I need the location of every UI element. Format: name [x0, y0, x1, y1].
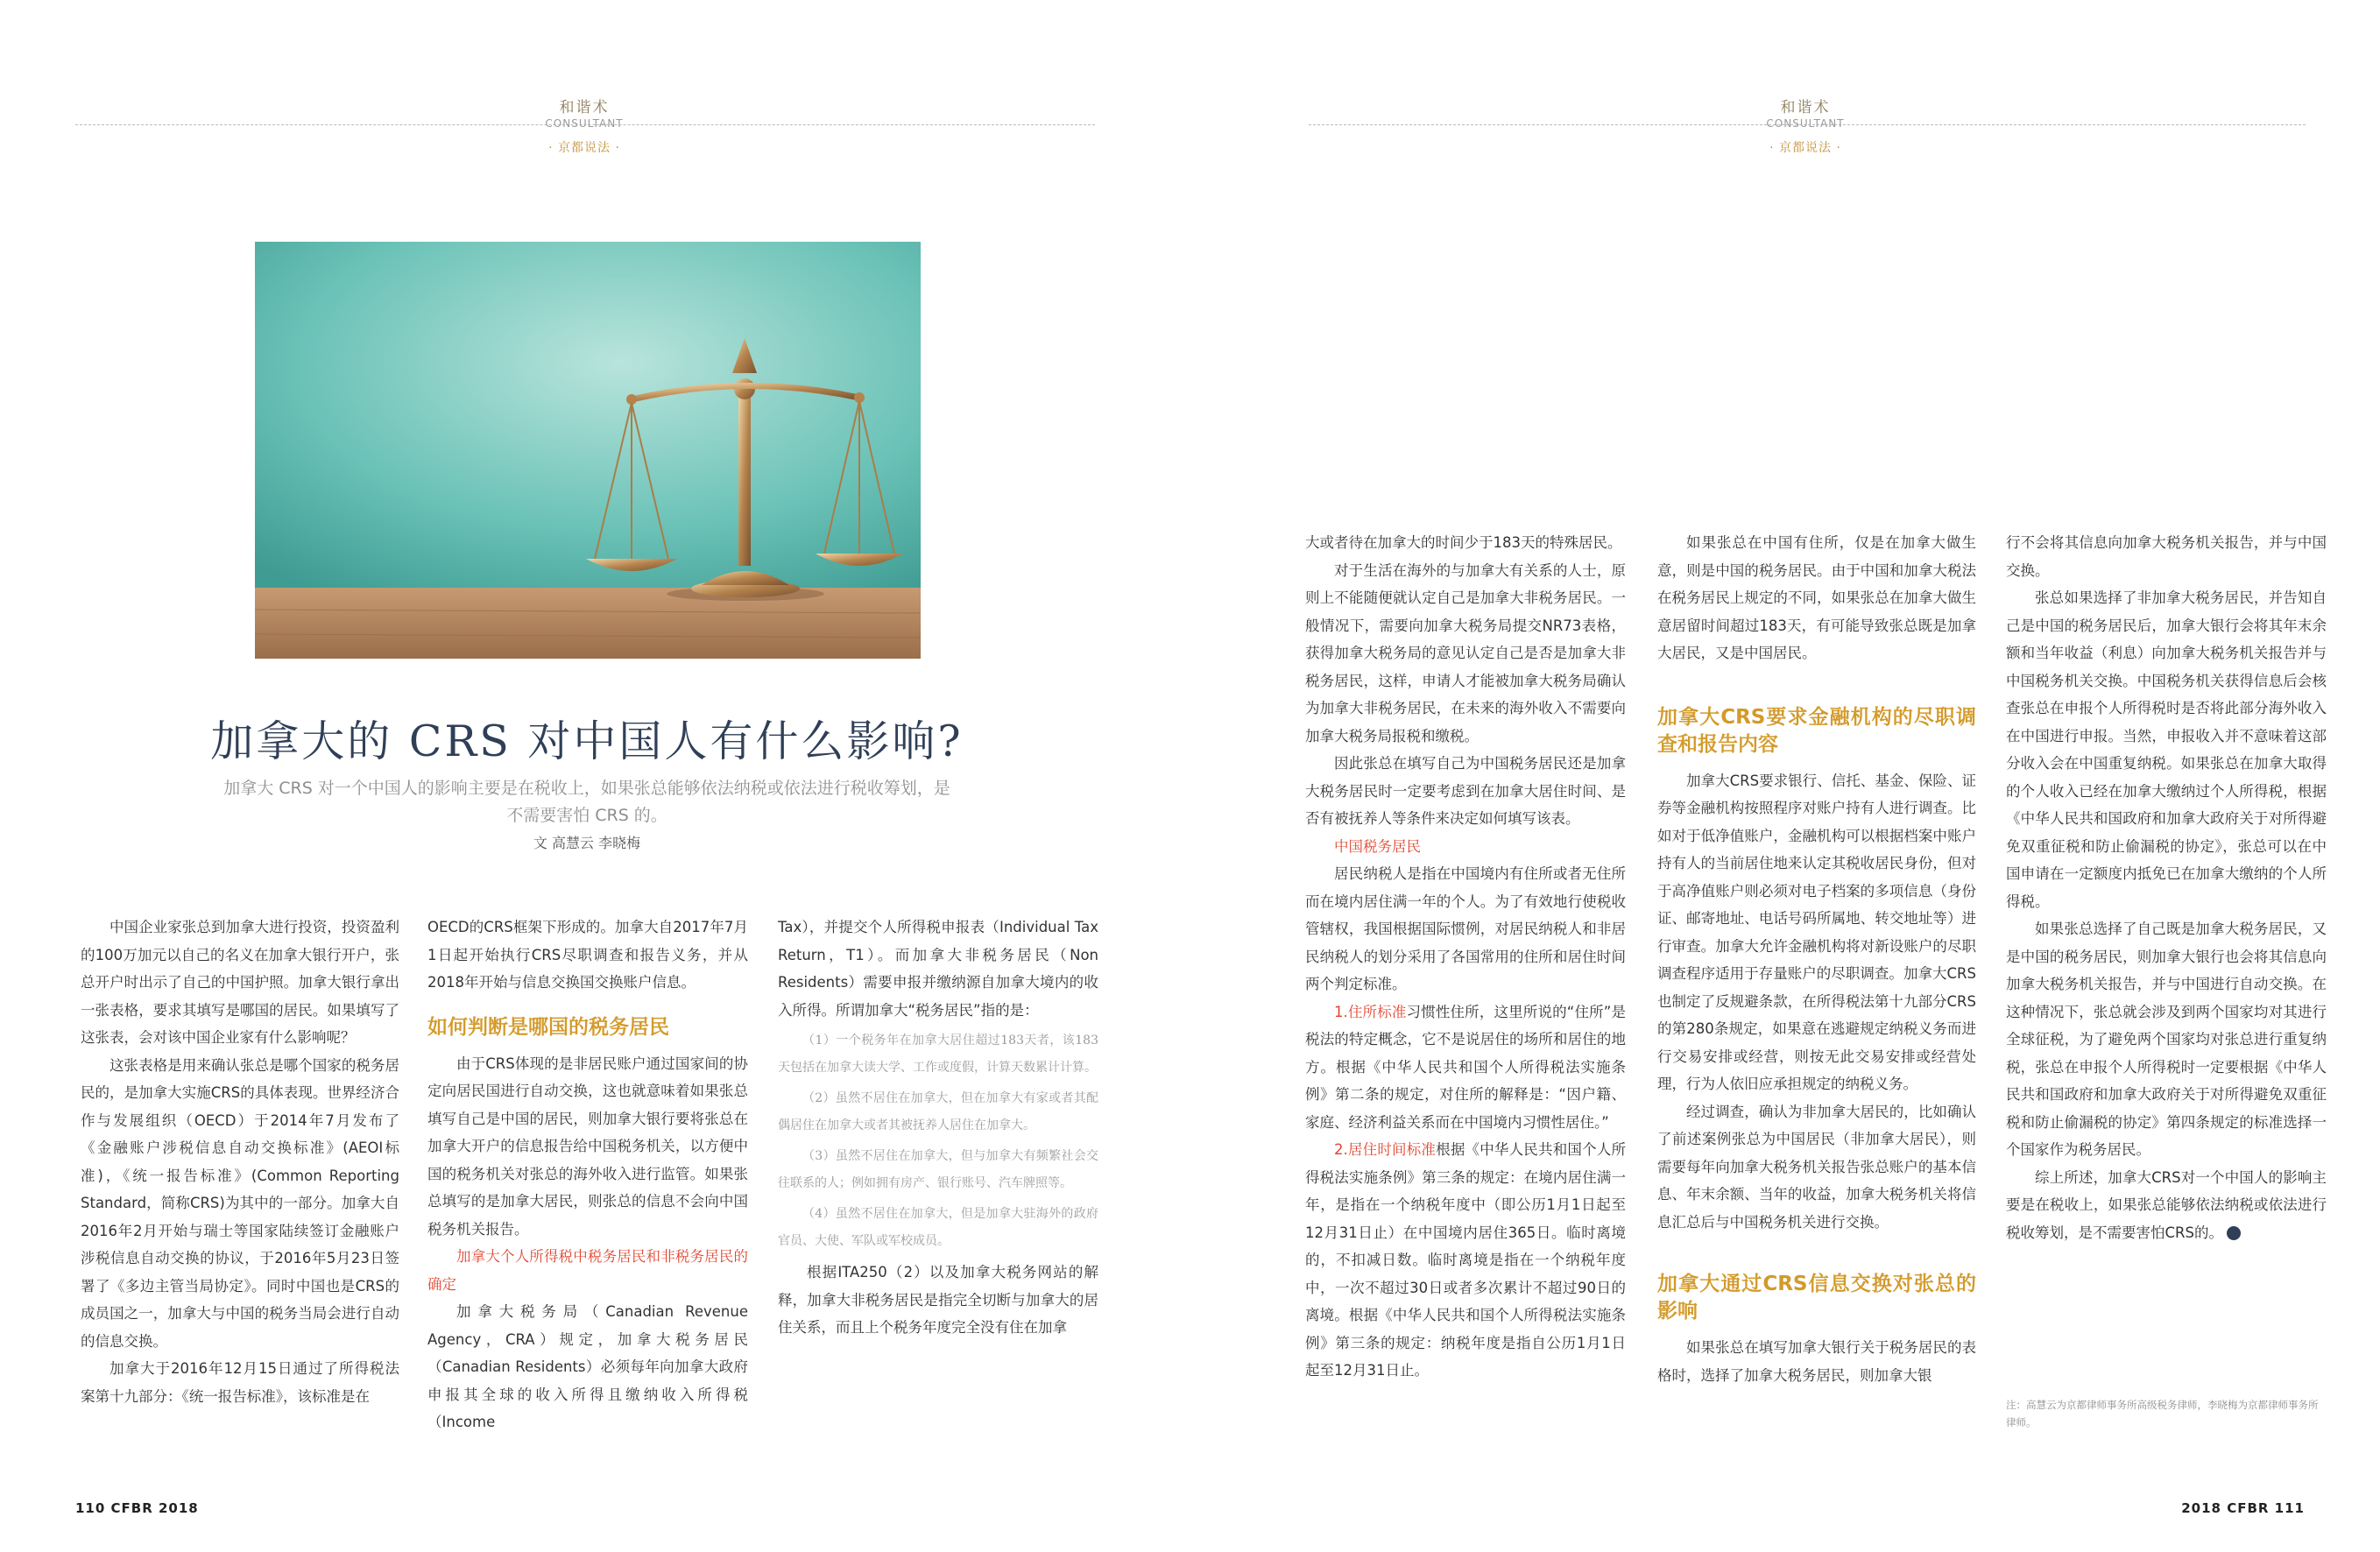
left-column-3 [778, 914, 1098, 1342]
section-heading: 如何判断是哪国的税务居民 [427, 1015, 669, 1039]
quote-item: （4）虽然不居住在加拿大，但是加拿大驻海外的政府官员、大使、军队或军校成员。 [778, 1207, 1098, 1248]
section-heading: 加拿大通过CRS信息交换对张总的影响 [1657, 1273, 1976, 1323]
paragraph: 如果张总选择了自己既是加拿大税务居民，又是中国的税务居民，则加拿大银行也会将其信息向加拿大税务机关报告，并与中国进行自动交换。在这种情况下，张总就会涉及到两个国家均对其进行全球征税，为了避免两个国家均对张总进行重复纳税，张总在申报个人所得税时一定要根据《中华人民共和国政府和加拿大政府关于对所得避免双重征税和防止偷漏税的协定》第四条规定的标准选择一个国家作为税务居民。 [2006, 921, 2327, 1158]
paragraph: 由于CRS体现的是非居民账户通过国家间的协定向居民国进行自动交换，这也就意味着如果张总填写自己是中国的居民，则加拿大银行要将张总在加拿大开户的信息报告给中国税务机关，以方便中国的税务机关对张总的海外收入进行监管。如果张总填写的是加拿大居民，则张总的信息不会向中国税务机关报告。 [427, 1055, 748, 1238]
quote-item: （1）一个税务年在加拿大居住超过183天者，该183天包括在加拿大读大学、工作或度假，计算天数累计计算。 [778, 1033, 1098, 1075]
page-number-right: 2018 CFBR 111 [2181, 1500, 2305, 1516]
section-en: CONSULTANT [545, 117, 624, 130]
paragraph: 因此张总在填写自己为中国税务居民还是加拿大税务居民时一定要考虑到在加拿大居住时间、是否有被抚养人等条件来决定如何填写该表。 [1305, 755, 1626, 827]
paragraph: 张总如果选择了非加拿大税务居民，并告知自己是中国的税务居民后，加拿大银行会将其年末余额和当年收益（利息）向加拿大税务机关报告并与中国税务机关交换。中国税务机关获得信息后会核查张总在申报个人所得税时是否将此部分海外收入在中国进行申报。当然，申报收入并不意味着这部分收入会在中国重复纳税。如果张总在加拿大取得的个人收入已经在加拿大缴纳过个人所得税，根据《中华人民共和国政府和加拿大政府关于对所得避免双重征税和防止偷漏税的协定》，张总可以在中国申请在一定额度内抵免已在加拿大缴纳的个人所得税。 [2006, 589, 2327, 910]
left-column-1 [81, 914, 399, 1410]
end-mark-icon [2227, 1226, 2241, 1240]
section-title: 和谐术 [1780, 99, 1831, 116]
paragraph: 这张表格是用来确认张总是哪个国家的税务居民的，是加拿大实施CRS的具体表现。世界经济合作与发展组织（OECD）于2014年7月发布了《金融账户涉税信息自动交换标准》(AEOI标准)，《统一报告标准》(Common Reporting Standard，简称CRS)为其中的一部分。加拿大自2016年2月开始与瑞士等国家陆续签订金融账户涉税信息自动交换的协议，于2016年5月23日签署了《多边主管当局协定》。同时中国也是CRS的成员国之一，加拿大与中国的税务当局会进行自动的信息交换。 [81, 1056, 399, 1350]
right-page [1190, 0, 2380, 1552]
paragraph: 中国企业家张总到加拿大进行投资，投资盈利的100万加元以自己的名义在加拿大银行开户，张总开户时出示了自己的中国护照。加拿大银行拿出一张表格，要求其填写是哪国的居民。如果填写了这张表，会对该中国企业家有什么影响呢？ [81, 919, 399, 1046]
paragraph: Tax），并提交个人所得税申报表（Individual Tax Return，T1）。而加拿大非税务居民（Non Residents）需要申报并缴纳源自加拿大境内的收入所得。所谓加拿大“税务居民”指的是： [778, 919, 1098, 1019]
paragraph [1305, 998, 1626, 1137]
article-title: 加拿大的 CRS 对中国人有什么影响? [210, 716, 964, 766]
section-title: 和谐术 [559, 99, 610, 116]
scales-illustration [255, 242, 921, 659]
paragraph: 加拿大税务局（Canadian Revenue Agency，CRA）规定，加拿大税务居民（Canadian Residents）必须每年向加拿大政府申报其全球的收入所得且缴纳收入所得税（Income [427, 1303, 748, 1430]
byline: 文 高慧云 李晓梅 [533, 835, 641, 851]
quote-item: （3）虽然不居住在加拿大，但与加拿大有频繁社会交往联系的人；例如拥有房产、银行账号、汽车牌照等。 [778, 1149, 1098, 1190]
paragraph: 如果张总在填写加拿大银行关于税务居民的表格时，选择了加拿大税务居民，则加拿大银 [1657, 1339, 1976, 1384]
conclusion-text: 综上所述，加拿大CRS对一个中国人的影响主要是在税收上，如果张总能够依法纳税或依法进行税收筹划，是不需要害怕CRS的。 [2006, 1168, 2327, 1241]
scales-of-justice-photo [255, 242, 921, 659]
quote-item: （2）虽然不居住在加拿大，但在加拿大有家或者其配偶居住在加拿大或者其被抚养人居住在加拿大。 [778, 1091, 1098, 1132]
paragraph: 加拿大CRS要求银行、信托、基金、保险、证券等金融机构按照程序对账户持有人进行调查。比如对于低净值账户，金融机构可以根据档案中账户持有人的当前居住地来认定其税收居民身份，但对于高净值账户则必须对电子档案的多项信息（身份证、邮寄地址、电话号码所属地、转交地址等）进行审查。加拿大允许金融机构将对新设账户的尽职调查程序适用于存量账户的尽职调查。加拿大CRS也制定了反规避条款，在所得税法第十九部分CRS的第280条规定，如果意在逃避规定纳税义务而进行交易安排或经营，则按无此交易安排或经营处理，行为人依旧应承担规定的纳税义务。 [1657, 772, 1976, 1092]
paragraph: 居民纳税人是指在中国境内有住所或者无住所而在境内居住满一年的个人。为了有效地行使税收管辖权，我国根据国际惯例，对居民纳税人和非居民纳税人的划分采用了各国常用的住所和居住时间两个判定标准。 [1305, 865, 1626, 992]
section-sub: · 京都说法 · [548, 141, 620, 155]
article-deck [201, 775, 972, 829]
paragraph: OECD的CRS框架下形成的。加拿大自2017年7月1日起开始执行CRS尽职调查和报告义务，并从2018年开始与信息交换国交换账户信息。 [427, 919, 748, 991]
page-number-left: 110 CFBR 2018 [75, 1500, 199, 1516]
right-column-3 [2006, 529, 2327, 1246]
deck-line-2: 不需要害怕 CRS 的。 [506, 806, 667, 825]
subheading: 中国税务居民 [1334, 837, 1421, 855]
subheading: 加拿大个人所得税中税务居民和非税务居民的确定 [427, 1248, 748, 1293]
criterion-label: 2.居住时间标准 [1334, 1141, 1437, 1158]
criterion-label: 1.住所标准 [1334, 1003, 1407, 1020]
paragraph: 大或者待在加拿大的时间少于183天的特殊居民。 [1305, 534, 1622, 551]
criterion-text: 习惯性住所，这里所说的“住所”是税法的特定概念，它不是说居住的场所和居住的地方。根据《中华人民共和国个人所得税法实施条例》第二条的规定，对住所的解释是：“因户籍、家庭、经济利益关系而在中国境内习惯性居住。” [1305, 1003, 1626, 1131]
deck-line-1: 加拿大 CRS 对一个中国人的影响主要是在税收上，如果张总能够依法纳税或依法进行税收筹划，是 [223, 779, 950, 798]
paragraph: 经过调查，确认为非加拿大居民的，比如确认了前述案例张总为中国居民（非加拿大居民），则需要每年向加拿大税务机关报告张总账户的基本信息、年末余额、当年的收益，加拿大税务机关将信息汇总后与中国税务机关进行交换。 [1657, 1103, 1976, 1231]
paragraph: 对于生活在海外的与加拿大有关系的人士，原则上不能随便就认定自己是加拿大非税务居民。一般情况下，需要向加拿大税务局提交NR73表格，获得加拿大税务局的意见认定自己是否是加拿大非税务居民，这样，申请人才能被加拿大税务局确认为加拿大非税务居民，在未来的海外收入不需要向加拿大税务局报税和缴税。 [1305, 561, 1626, 744]
paragraph [1305, 1136, 1626, 1385]
paragraph: 如果张总在中国有住所，仅是在加拿大做生意，则是中国的税务居民。由于中国和加拿大税法在税务居民上规定的不同，如果张总在加拿大做生意居留时间超过183天，有可能导致张总既是加拿大居民，又是中国居民。 [1657, 534, 1976, 661]
section-heading: 加拿大CRS要求金融机构的尽职调查和报告内容 [1657, 705, 1976, 756]
paragraph: 行不会将其信息向加拿大税务机关报告，并与中国交换。 [2006, 534, 2327, 579]
section-en: CONSULTANT [1766, 117, 1845, 130]
author-note: 注：高慧云为京都律师事务所高级税务律师，李晓梅为京都律师事务所律师。 [2006, 1399, 2319, 1429]
paragraph [2006, 1164, 2327, 1247]
paragraph: 加拿大于2016年12月15日通过了所得税法案第十九部分：《统一报告标准》，该标准是在 [81, 1360, 399, 1405]
criterion-text: 根据《中华人民共和国个人所得税法实施条例》第三条的规定：在境内居住满一年，是指在一个纳税年度中（即公历1月1日起至12月31日止）在中国境内居住365日。临时离境的，不扣减日数。临时离境是指在一个纳税年度中，一次不超过30日或者多次累计不超过90日的离境。根据《中华人民共和国个人所得税法实施条例》第三条的规定：纳税年度是指自公历1月1日起至12月31日止。 [1305, 1141, 1626, 1379]
left-column-2 [427, 914, 748, 1436]
section-sub: · 京都说法 · [1769, 141, 1841, 155]
right-column-1 [1305, 529, 1626, 1385]
paragraph: 根据ITA250（2）以及加拿大税务网站的解释，加拿大非税务居民是指完全切断与加拿大的居住关系，而且上个税务年度完全没有住在加拿 [778, 1264, 1098, 1336]
right-column-2 [1657, 529, 1976, 1389]
